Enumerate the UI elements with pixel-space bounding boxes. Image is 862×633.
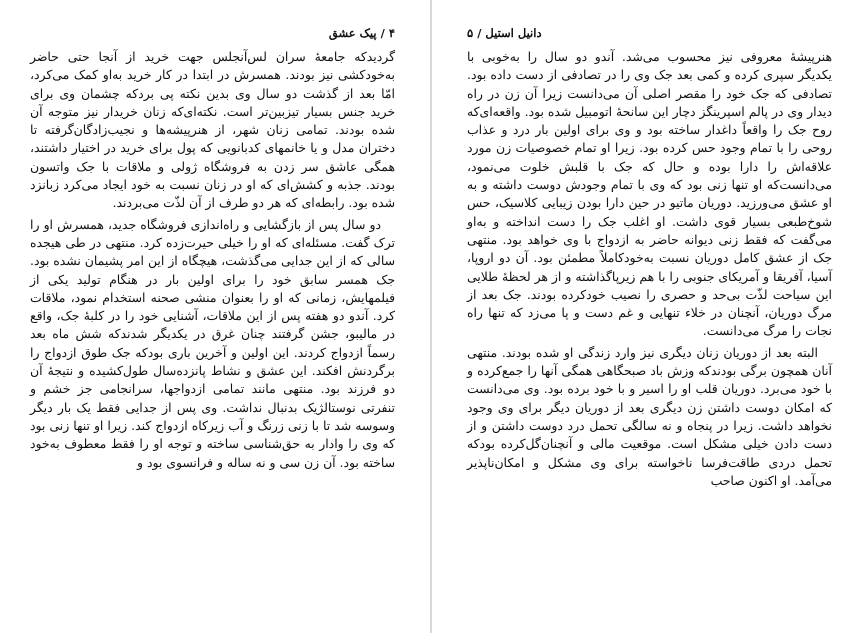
right-page xyxy=(432,0,862,633)
left-paragraph-2: دو سال پس از بازگشایی و راه‌اندازی فروشگاه جدید، همسرش او را ترک گفت. مسئله‌ای که او را خیلی حیرت‌زده کرد. منتهی در طی هیجده سالی که از این جدایی می‌گذشت، هیچگاه از این امر پشیمان نشده بود. جک همسر سابق خود را برای اولین بار در هنگام تولید یکی از فیلمهایش، زمانی که او را بعنوان منشی صحنه استخدام نمود، ملاقات کرد. آندو دو هفته پس از این ملاقات، آشنایی خود را در کلبهٔ جک، واقع در مالیبو، جشن گرفتند چنان غرق در یکدیگر شدندکه شش ماه بعد رسماً ازدواج کردند. این اولین و آخرین باری بودکه جک طوق ازدواج را برگردنش افکند. این عشق و نشاط پانزده‌سال طول‌کشیده و نتیجهٔ آن دو فرزند بود. منتهی مانند تمامی ازدواجها، سرانجامی جز خشم و تنفرتی نوستالژیک بدنبال نداشت. وی پس از جدایی فقط یک بار دیگر وسوسه شد تا با زنی زرنگ و آب زیرکاه ازدواج کند. زیرا او تنها زنی بود که وی را وادار به حق‌شناسی ساخته و توجه او را فقط معطوف به‌خود ساخته بود. آن زن سی و نه ساله و فرانسوی بود و xyxy=(30,216,395,470)
left-running-head xyxy=(30,22,395,44)
left-paragraph-1: گردیدکه جامعهٔ سران لس‌آنجلس جهت خرید از آنجا حتی حاضر به‌خودکشی نیز بودند. همسرش در ابتدا در کار خرید به‌او کمک می‌کرد، امّا بعد از گذشت دو سال وی بدین نکته پی بردکه چشمان وی برای خرید جنس بسیار تیزبین‌تر است. نکته‌ای‌که زنان خریدار نیز متوجه آن شده بودند. تمامی زنان شهر، از هنرپیشه‌ها و نجیب‌زادگان‌گرفته تا دختران مدل و یا خانمهای کدبانویی که پول برای خرید در اختیار داشتند، همگی عاشق سر زدن به فروشگاه ژولی و ملاقات با جک واتسون بودند. جذبه و کشش‌ای که او در زنان نسبت به خود ایجاد می‌کرد زبانزد شده بود. رابطه‌ای که هر دو طرف از آن لذّت می‌بردند. xyxy=(30,49,395,211)
right-paragraph-2: البته بعد از دوریان زنان دیگری نیز وارد زندگی او شده بودند. منتهی آنان همچون برگی بودندکه وزش باد صبحگاهی همگی آنها را جمع‌کرده و با خود می‌برد. دوریان قلب او را اسیر و با خود برده بود. وی می‌دانست که امکان دوست داشتن زن دیگری بعد از دوریان دیگر برای وی وجود نخواهد داشت. زیرا در پنجاه و نه سالگی تحمل درد دوست داشتن و از دست دادن خیلی مشکل است. موقعیت مالی و آنچنان‌گل‌کرده بودکه تحمل دردی طاقت‌فرسا ناخواسته برای وی مشکل و امکان‌ناپذیر می‌آمد. او اکنون صاحب xyxy=(467,344,832,488)
right-running-head xyxy=(467,22,832,44)
right-paragraph-1: هنرپیشهٔ معروفی نیز محسوب می‌شد. آندو دو سال را به‌خوبی با یکدیگر سپری کرده و کمی بعد جک وی را در تصادفی از دست داده بود. تصادفی که جک خود را مقصر اصلی آن می‌دانست زیرا آن زن در راه دیدار وی در پالم اسپرینگز دچار این سانحهٔ اتومبیل شده بود. واقعه‌ای‌که روح جک را واقعاً داغدار ساخته بود و وی برای اولین بار درد و عذاب روحی را با تمام وجود حس کرده بود. زیرا او تمام خصوصیات زن مورد علاقه‌اش را دارا بوده و حال که جک با قلبش خلوت می‌نمود، می‌دانست‌که او تنها زنی بود که وی با تمام وجودش دوست داشته و به او عشق می‌ورزید. دوریان ماتیو در حین دارا بودن زیبایی کلاسیک، حس شوخ‌طبعی بسیار قوی داشت. او اغلب جک را دست انداخته و به‌او می‌گفت که فقط زنی دیوانه حاضر به ازدواج با وی خواهد بود. منتهی جک از عشق کامل دوریان نسبت به‌خودکاملاً مطمئن بود. آن دو اروپا، آسیا، آفریقا و آمریکای جنوبی را با هم زیرپاگذاشته و از هر لحظهٔ طلایی این سیاحت لذّت بی‌حد و حصری را نصیب خودکرده بودند. جک بعد از مرگ دوریان، آنچنان در خلاء تنهایی و غم دست و پا می‌زد که تنها راه نجات را مرگ می‌دانست. xyxy=(467,49,832,339)
left-running-head-text: ۴ / پیک عشق xyxy=(328,26,395,40)
left-page xyxy=(0,0,430,633)
right-running-head-text: دانیل استیل / ۵ xyxy=(467,26,542,40)
